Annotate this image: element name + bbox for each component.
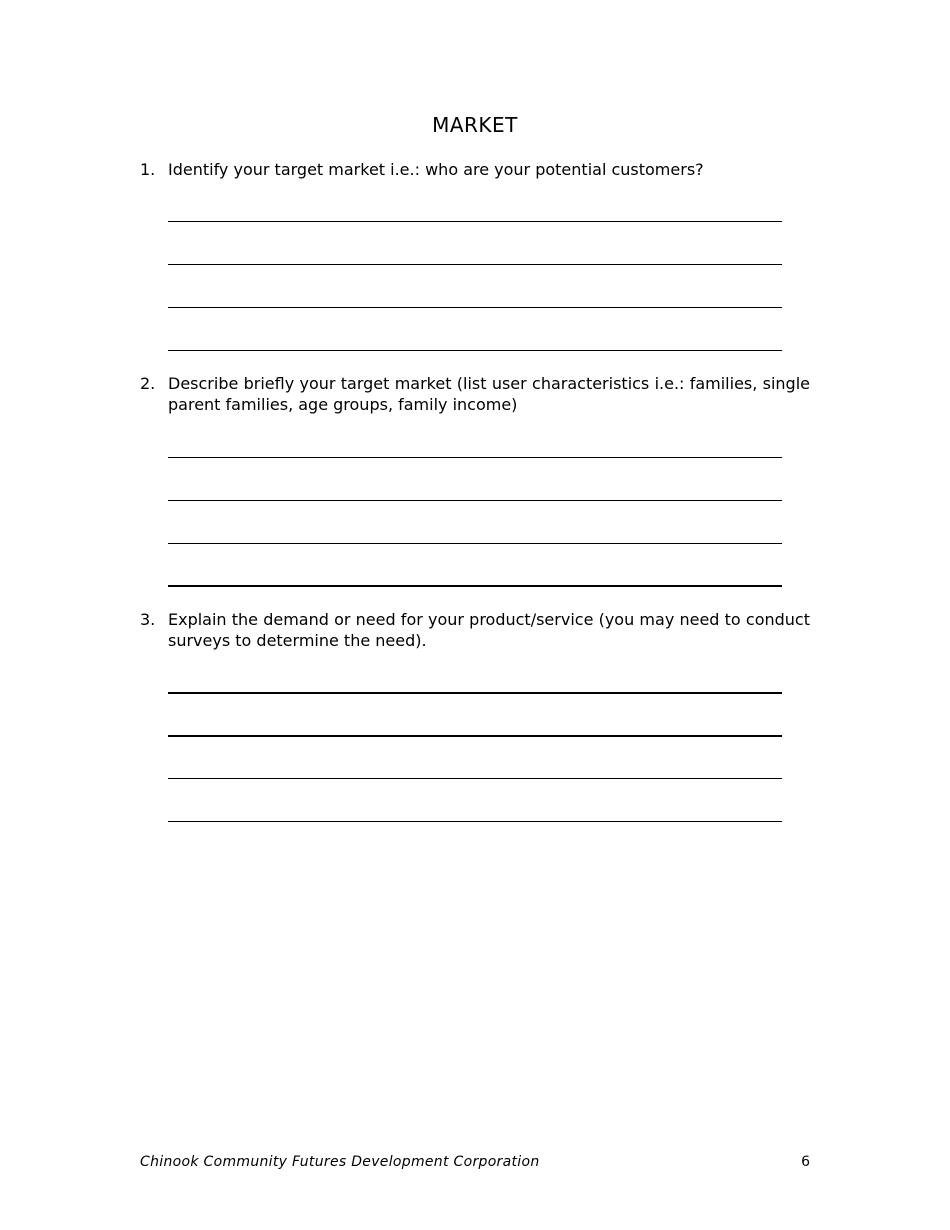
answer-line[interactable] <box>168 692 782 694</box>
footer-organization: Chinook Community Futures Development Corporation <box>140 1154 540 1170</box>
answer-line[interactable] <box>168 543 782 544</box>
page-number: 6 <box>801 1154 810 1170</box>
answer-line[interactable] <box>168 307 782 308</box>
question-text: Explain the demand or need for your product/service (you may need to conduct surveys to determine the need). <box>168 610 810 650</box>
page-title: MARKET <box>432 113 518 137</box>
answer-line[interactable] <box>168 350 782 351</box>
question-1 <box>140 159 810 180</box>
question-number: 2. <box>140 374 156 393</box>
answer-line[interactable] <box>168 500 782 501</box>
answer-line[interactable] <box>168 735 782 737</box>
answer-line[interactable] <box>168 264 782 265</box>
question-text: Identify your target market i.e.: who are your potential customers? <box>168 160 704 179</box>
question-2 <box>140 373 810 415</box>
answer-line[interactable] <box>168 585 782 587</box>
question-3 <box>140 609 810 651</box>
question-number: 3. <box>140 610 156 629</box>
question-number: 1. <box>140 160 156 179</box>
answer-line[interactable] <box>168 778 782 779</box>
answer-line[interactable] <box>168 221 782 222</box>
answer-line[interactable] <box>168 821 782 822</box>
question-text: Describe briefly your target market (list user characteristics i.e.: families, single parent families, age groups, family income) <box>168 374 810 414</box>
answer-line[interactable] <box>168 457 782 458</box>
